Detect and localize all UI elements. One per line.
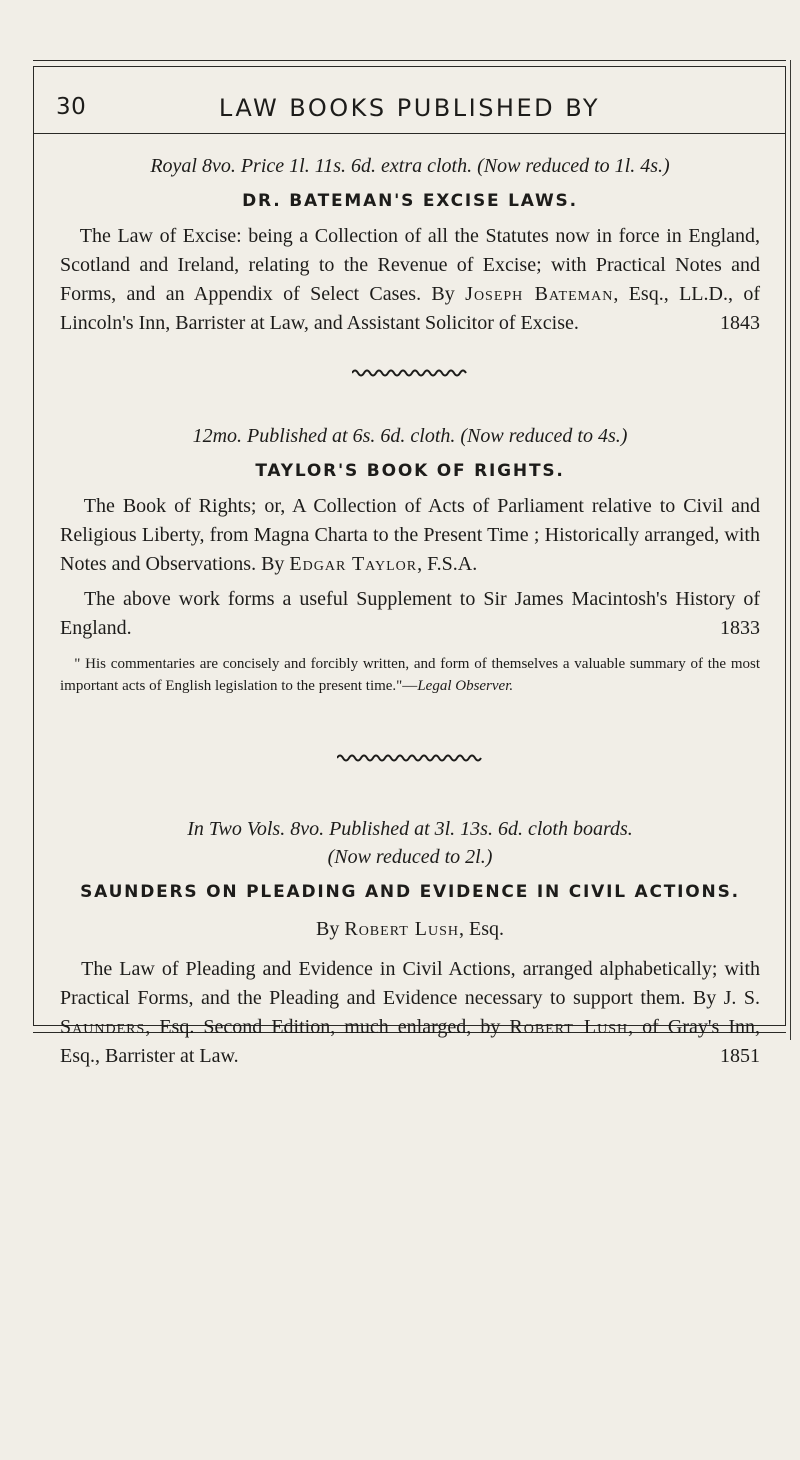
running-head [33,66,786,134]
wavy-ornament [352,368,468,378]
entry-note [60,585,760,643]
review-quote [60,653,760,697]
author-name: Robert Lush [344,918,459,940]
publication-year: 1843 [720,312,760,334]
wavy-ornament [337,753,483,763]
author-name: Saunders [60,1016,146,1038]
page-number: 30 [56,94,87,120]
byline-suffix: , Esq. [458,918,504,940]
note-text: The above work forms a useful Supplement to Sir James Macintosh's History of England. [60,588,760,639]
entry-title: SAUNDERS ON PLEADING AND EVIDENCE IN CIVIL ACTIONS. [80,882,740,902]
entry-title: DR. BATEMAN'S EXCISE LAWS. [242,191,578,211]
description-text: , F.S.A. [417,553,478,575]
author-name: Robert Lush [509,1016,629,1038]
running-head-title: LAW BOOKS PUBLISHED BY [218,94,601,122]
entry-description [60,492,760,579]
quote-source: Legal Observer. [417,678,514,694]
entry-meta-line1: In Two Vols. 8vo. Published at 3l. 13s. 6d. cloth boards. [187,818,633,840]
description-text: , of Gray's Inn, Esq., Barrister at Law. [60,1016,761,1067]
entry-meta-line2: (Now reduced to 2l.) [327,846,493,868]
quote-text: " His commentaries are concisely and forcibly written, and form of themselves a valuable summary of the most important acts of English legislation to the present time."— [60,656,760,694]
byline-prefix: By [316,918,345,940]
book-entry-taylor [60,422,760,697]
entry-description [60,222,760,338]
description-text: The Law of Pleading and Evidence in Civil Actions, arranged alphabetically; with Practical Forms, and the Pleading and Evidence necessary to support them. By J. S. [60,958,761,1009]
author-name: Edgar Taylor [289,553,418,575]
description-text: , Esq. Second Edition, much enlarged, by [145,1016,510,1038]
entry-byline [60,915,760,943]
entry-meta: Royal 8vo. Price 1l. 11s. 6d. extra cloth. (Now reduced to 1l. 4s.) [150,155,670,177]
entry-title: TAYLOR'S BOOK OF RIGHTS. [255,461,565,481]
publication-year: 1833 [720,617,760,639]
entry-description [60,955,760,1071]
top-rule [33,60,786,61]
book-entry-saunders [60,815,760,1071]
page-content [60,152,760,1071]
author-name: Joseph Bateman [465,283,614,305]
entry-meta: 12mo. Published at 6s. 6d. cloth. (Now reduced to 4s.) [192,425,628,447]
page-edge [790,60,791,1040]
book-entry-bateman [60,152,760,338]
publication-year: 1851 [720,1045,760,1067]
description-text: , Esq., LL.D., of Lincoln's Inn, Barrister at Law, and Assistant Solicitor of Excise. [60,283,760,334]
description-text: The Law of Excise: being a Collection of all the Statutes now in force in England, Scotland and Ireland, relating to the Revenue of Excise; with Practical Notes and Forms, and an Appendix of Select Cases. By [60,225,761,305]
description-text: The Book of Rights; or, A Collection of Acts of Parliament relative to Civil and Religious Liberty, from Magna Charta to the Present Time ; Historically arranged, with Notes and Observations. By [60,495,761,575]
